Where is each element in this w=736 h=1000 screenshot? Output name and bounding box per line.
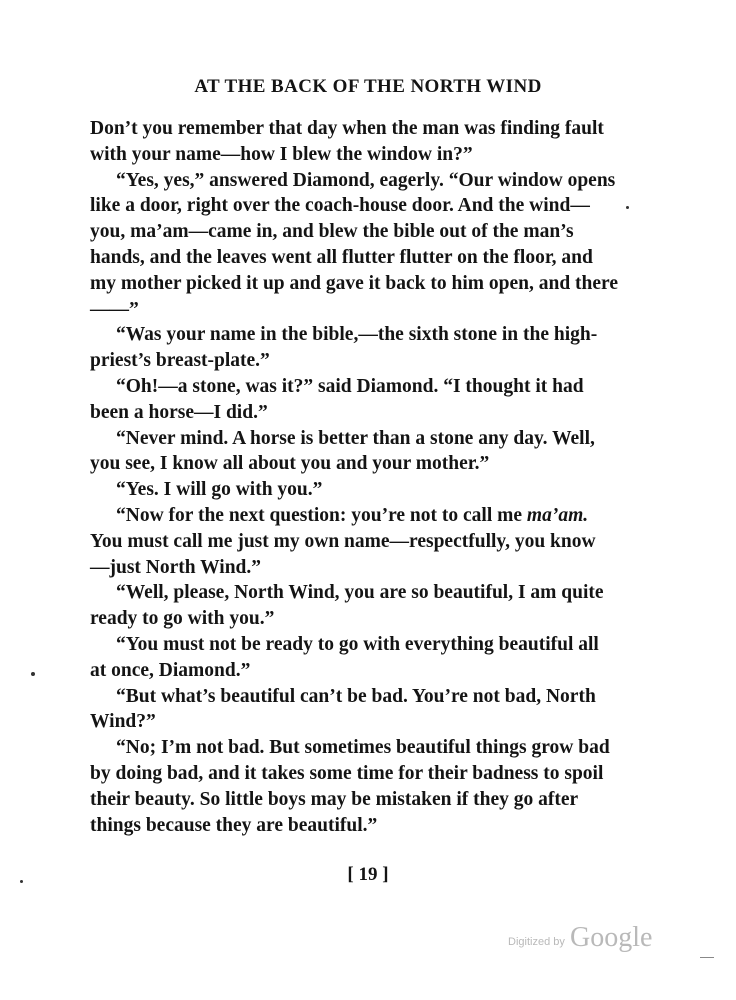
paragraph-7: “Now for the next question: you’re not to call me ma’am. You must call me just my own name—respectfully, you know —just North Wind.” bbox=[90, 504, 596, 578]
scan-speck bbox=[626, 206, 629, 209]
page-number: [ 19 ] bbox=[347, 864, 389, 885]
watermark-prefix: Digitized by bbox=[508, 936, 565, 948]
watermark-brand: Google bbox=[570, 922, 653, 953]
paragraph-8: “Well, please, North Wind, you are so beautiful, I am quite ready to go with you.” bbox=[90, 582, 604, 630]
paragraph-10: “But what’s beautiful can’t be bad. You’re not bad, North Wind?” bbox=[90, 685, 596, 733]
digitized-by-google-watermark bbox=[502, 922, 662, 956]
paragraph-5: “Never mind. A horse is better than a stone any day. Well, you see, I know all about you and your mother.” bbox=[90, 427, 595, 475]
paragraph-4: “Oh!—a stone, was it?” said Diamond. “I thought it had been a horse—I did.” bbox=[90, 375, 584, 423]
paragraph-9: “You must not be ready to go with everything beautiful all at once, Diamond.” bbox=[90, 633, 599, 681]
scan-speck bbox=[31, 672, 35, 676]
paragraph-6: “Yes. I will go with you.” bbox=[116, 479, 323, 501]
paragraph-1: Don’t you remember that day when the man was finding fault with your name—how I blew the window in?” bbox=[90, 118, 604, 165]
body-text bbox=[90, 116, 618, 838]
scan-mark bbox=[700, 957, 714, 958]
paragraph-2: “Yes, yes,” answered Diamond, eagerly. “Our window opens like a door, right over the coach-house door. And the wind—you, ma’am—came in, and blew the bible out of the man’s hands, and the leaves went all flutter flutter on the floor, and my mother picked it up and gave it back to him open, and there——” bbox=[90, 169, 618, 320]
scan-speck bbox=[20, 880, 23, 883]
paragraph-3: “Was your name in the bible,—the sixth stone in the high-priest’s breast-plate.” bbox=[90, 324, 598, 372]
running-head: AT THE BACK OF THE NORTH WIND bbox=[194, 76, 542, 97]
paragraph-11: “No; I’m not bad. But sometimes beautiful things grow bad by doing bad, and it takes some time for their badness to spoil their beauty. So little boys may be mistaken if they go after things because they are beautiful.” bbox=[90, 737, 610, 836]
